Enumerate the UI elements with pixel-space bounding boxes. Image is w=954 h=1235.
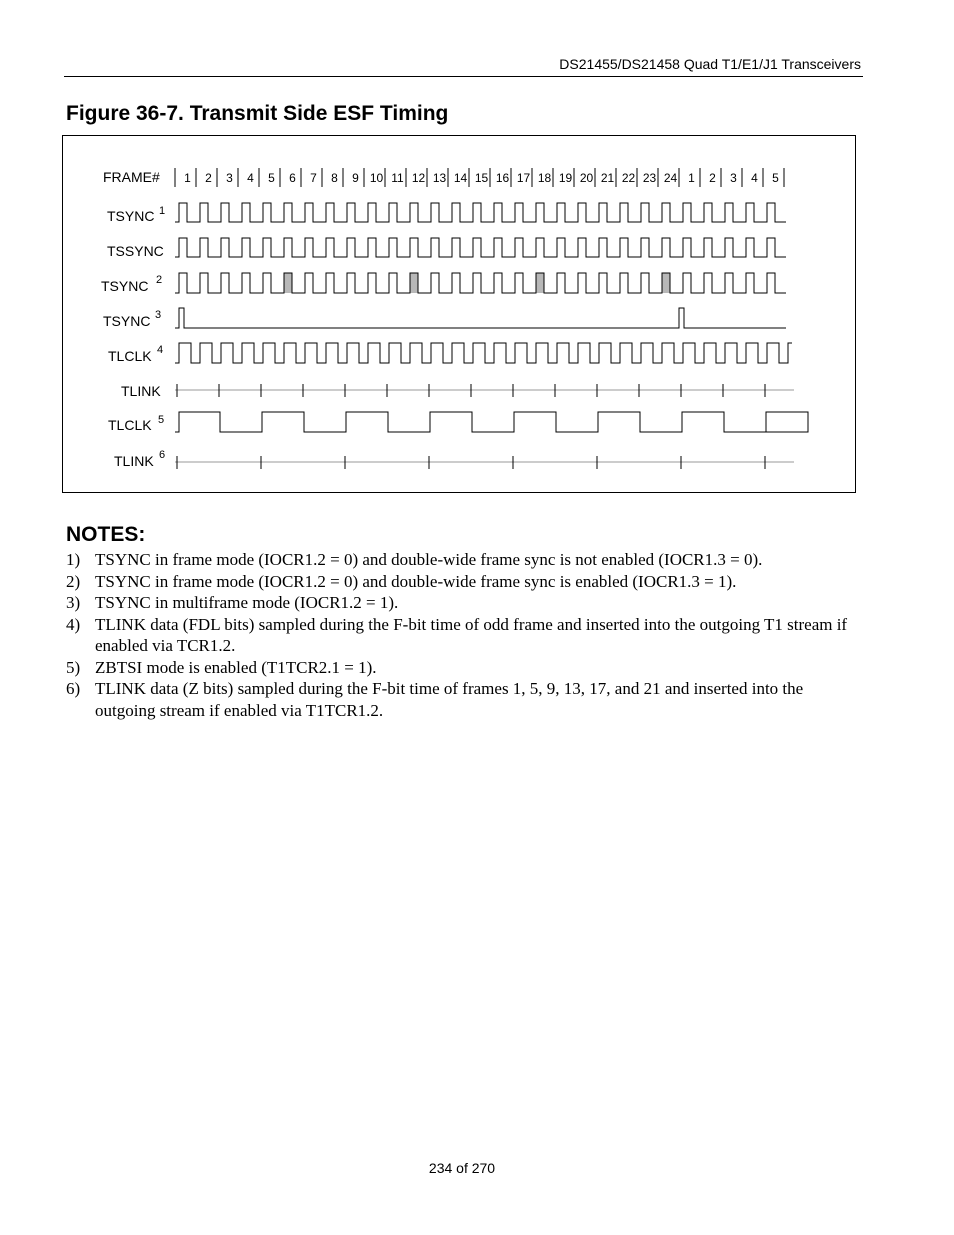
signal-name: TLINK <box>114 453 154 469</box>
tssync-waveform <box>175 238 786 257</box>
tlclk-5-waveform <box>175 412 808 432</box>
signal-note-marker: 6 <box>159 449 166 461</box>
tsync-1-waveform <box>175 203 786 222</box>
double-wide-sync-pulse <box>662 273 670 293</box>
signal-note-marker: 2 <box>156 274 163 286</box>
tsync-3-waveform <box>175 308 786 328</box>
note-number: 2) <box>66 571 81 591</box>
signal-name: TLCLK <box>108 348 152 364</box>
frame-number: 20 <box>579 171 594 185</box>
header-rule <box>64 76 863 77</box>
double-wide-sync-pulse <box>536 273 544 293</box>
note-number: 4) <box>66 614 81 634</box>
frame-number: 13 <box>432 171 447 185</box>
note-text: TSYNC in frame mode (IOCR1.2 = 0) and double-wide frame sync is not enabled (IOCR1.3 = 0). <box>95 550 763 569</box>
note-number: 6) <box>66 679 81 698</box>
frame-number: 4 <box>247 171 254 185</box>
frame-number: 1 <box>184 171 191 185</box>
signal-name: TLINK <box>121 383 161 399</box>
frame-number: 5 <box>772 171 779 185</box>
frame-number: 23 <box>642 171 657 185</box>
notes-list <box>66 549 856 721</box>
note-text: TLINK data (Z bits) sampled during the F-bit time of frames 1, 5, 9, 13, 17, and 21 and inserted into the outgoing stream if enabled via T1TCR1.2. <box>95 679 804 720</box>
figure-title: Figure 36-7. Transmit Side ESF Timing <box>66 102 449 125</box>
note-text: ZBTSI mode is enabled (T1TCR2.1 = 1). <box>95 657 377 677</box>
note-text: TLINK data (FDL bits) sampled during the F-bit time of odd frame and inserted into the outgoing T1 stream if enabled via TCR1.2. <box>95 614 848 655</box>
frame-number: 2 <box>205 171 212 185</box>
note-item <box>66 549 856 571</box>
note-number: 3) <box>66 593 81 612</box>
signal-name: TSYNC <box>107 208 155 224</box>
signal-label-tsync-1 <box>107 205 165 224</box>
signal-label-tssync <box>107 243 164 259</box>
note-text: TSYNC in frame mode (IOCR1.2 = 0) and double-wide frame sync is enabled (IOCR1.3 = 1). <box>95 571 737 591</box>
frame-number: 18 <box>537 171 552 185</box>
frame-number: 15 <box>474 171 489 185</box>
note-item <box>66 571 856 593</box>
note-item <box>66 678 856 721</box>
signal-note-marker: 4 <box>157 344 164 356</box>
frame-number: 6 <box>289 171 296 185</box>
frame-number: 4 <box>751 171 758 185</box>
notes-title: NOTES: <box>66 523 146 546</box>
frame-number: 14 <box>453 171 468 185</box>
signal-note-marker: 3 <box>155 309 162 321</box>
waveforms <box>175 203 808 469</box>
frame-number: 19 <box>558 171 573 185</box>
frame-number: 11 <box>391 171 404 185</box>
signal-label-tlink-6 <box>114 449 165 469</box>
signal-label-tsync-3 <box>103 309 161 329</box>
double-wide-sync-pulse <box>410 273 418 293</box>
frame-number: 8 <box>331 171 338 185</box>
signal-name: TSYNC <box>101 278 149 294</box>
note-item <box>66 657 856 679</box>
signal-name: TSYNC <box>103 313 151 329</box>
signal-name: TSSYNC <box>107 243 164 259</box>
note-number: 1) <box>66 550 81 569</box>
signal-label-tsync-2 <box>101 274 162 294</box>
frame-number: 16 <box>495 171 510 185</box>
frame-number: 3 <box>730 171 737 185</box>
frame-number: 12 <box>411 171 426 185</box>
frame-label: FRAME# <box>103 169 160 185</box>
tlclk-4-waveform <box>175 343 792 363</box>
frame-number: 22 <box>621 171 636 185</box>
frame-number: 7 <box>310 171 317 185</box>
frame-number: 17 <box>516 171 531 185</box>
note-item <box>66 614 856 657</box>
frame-number: 5 <box>268 171 275 185</box>
note-number: 5) <box>66 657 81 677</box>
frame-number: 9 <box>352 171 359 185</box>
page-number: 234 of 270 <box>428 1160 496 1176</box>
signal-name: TLCLK <box>108 417 152 433</box>
tsync-2-waveform <box>175 273 786 293</box>
note-item <box>66 592 856 614</box>
frame-number: 2 <box>709 171 716 185</box>
document-header-title: DS21455/DS21458 Quad T1/E1/J1 Transceivers <box>559 56 861 72</box>
signal-label-tlclk-4 <box>108 344 163 364</box>
timing-diagram <box>62 135 856 493</box>
frame-number: 24 <box>663 171 678 185</box>
double-wide-sync-pulse <box>284 273 292 293</box>
signal-label-tlclk-5 <box>108 414 164 433</box>
frame-number: 1 <box>688 171 695 185</box>
signal-note-marker: 1 <box>159 205 166 217</box>
signal-note-marker: 5 <box>158 414 165 426</box>
frame-number: 10 <box>369 171 384 185</box>
frame-number: 3 <box>226 171 233 185</box>
frame-number-row <box>175 168 784 187</box>
frame-number: 21 <box>600 171 615 185</box>
signal-label-tlink <box>121 383 161 399</box>
note-text: TSYNC in multiframe mode (IOCR1.2 = 1). <box>95 593 399 612</box>
